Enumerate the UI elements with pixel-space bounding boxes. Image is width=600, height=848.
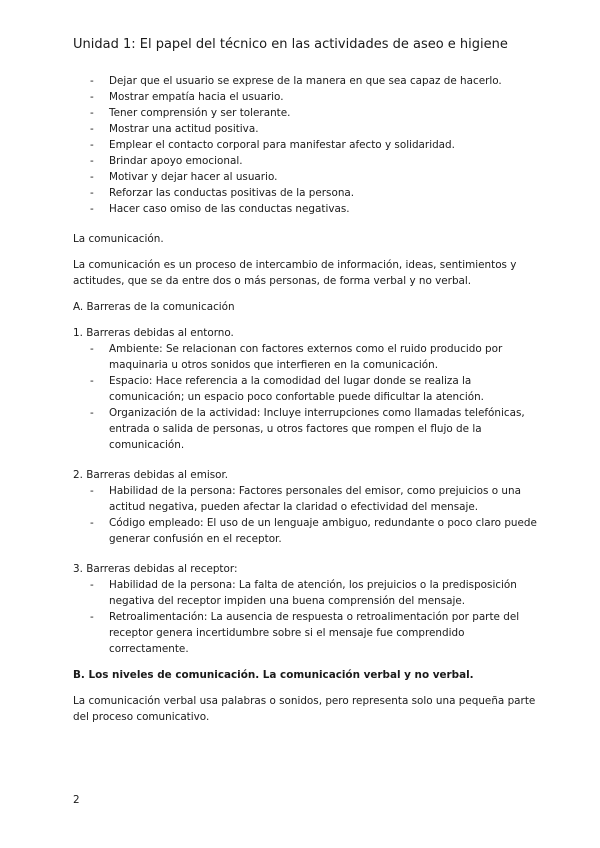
list-item: - Brindar apoyo emocional. xyxy=(73,153,543,169)
list-item: - Mostrar una actitud positiva. xyxy=(73,121,543,137)
list-item: - Dejar que el usuario se exprese de la manera en que sea capaz de hacerlo. xyxy=(73,73,543,89)
page-title: Unidad 1: El papel del técnico en las actividades de aseo e higiene xyxy=(73,37,508,52)
barrier-list-receptor xyxy=(73,577,543,657)
barrier-group-title: 2. Barreras debidas al emisor. xyxy=(73,469,229,481)
section-heading-niveles: B. Los niveles de comunicación. La comunicación verbal y no verbal. xyxy=(73,669,474,681)
barrier-list-emisor xyxy=(73,483,543,547)
list-item: - Mostrar empatía hacia el usuario. xyxy=(73,89,543,105)
list-item: - Reforzar las conductas positivas de la persona. xyxy=(73,185,543,201)
list-item: - Habilidad de la persona: Factores personales del emisor, como prejuicios o una actitud negativa, pueden afectar la claridad o efectividad del mensaje. xyxy=(73,483,543,515)
barrier-list-entorno xyxy=(73,341,543,453)
list-item: - Emplear el contacto corporal para manifestar afecto y solidaridad. xyxy=(73,137,543,153)
list-item: - Retroalimentación: La ausencia de respuesta o retroalimentación por parte del receptor genera incertidumbre sobre si el mensaje fue comprendido correctamente. xyxy=(73,609,543,657)
intro-list xyxy=(73,73,543,217)
list-item: - Tener comprensión y ser tolerante. xyxy=(73,105,543,121)
document-page xyxy=(73,36,543,725)
section-heading-barreras: A. Barreras de la comunicación xyxy=(73,301,235,313)
barrier-group-title: 1. Barreras debidas al entorno. xyxy=(73,327,234,339)
list-item: - Motivar y dejar hacer al usuario. xyxy=(73,169,543,185)
barrier-group-title: 3. Barreras debidas al receptor: xyxy=(73,563,238,575)
page-number: 2 xyxy=(73,794,80,806)
list-item: - Habilidad de la persona: La falta de atención, los prejuicios o la predisposición negativa del receptor impiden una buena comprensión del mensaje. xyxy=(73,577,543,609)
list-item: - Ambiente: Se relacionan con factores externos como el ruido producido por maquinaria u otros sonidos que interfieren en la comunicación. xyxy=(73,341,543,373)
comunicacion-paragraph: La comunicación es un proceso de intercambio de información, ideas, sentimientos y actitudes, que se da entre dos o más personas, de forma verbal y no verbal. xyxy=(73,259,517,287)
section-heading-comunicacion: La comunicación. xyxy=(73,233,164,245)
list-item: - Espacio: Hace referencia a la comodidad del lugar donde se realiza la comunicación; un espacio poco confortable puede dificultar la atención. xyxy=(73,373,543,405)
niveles-paragraph: La comunicación verbal usa palabras o sonidos, pero representa solo una pequeña parte del proceso comunicativo. xyxy=(73,695,536,723)
list-item: - Hacer caso omiso de las conductas negativas. xyxy=(73,201,543,217)
list-item: - Organización de la actividad: Incluye interrupciones como llamadas telefónicas, entrada o salida de personas, u otros factores que rompen el flujo de la comunicación. xyxy=(73,405,543,453)
list-item: - Código empleado: El uso de un lenguaje ambiguo, redundante o poco claro puede generar confusión en el receptor. xyxy=(73,515,543,547)
